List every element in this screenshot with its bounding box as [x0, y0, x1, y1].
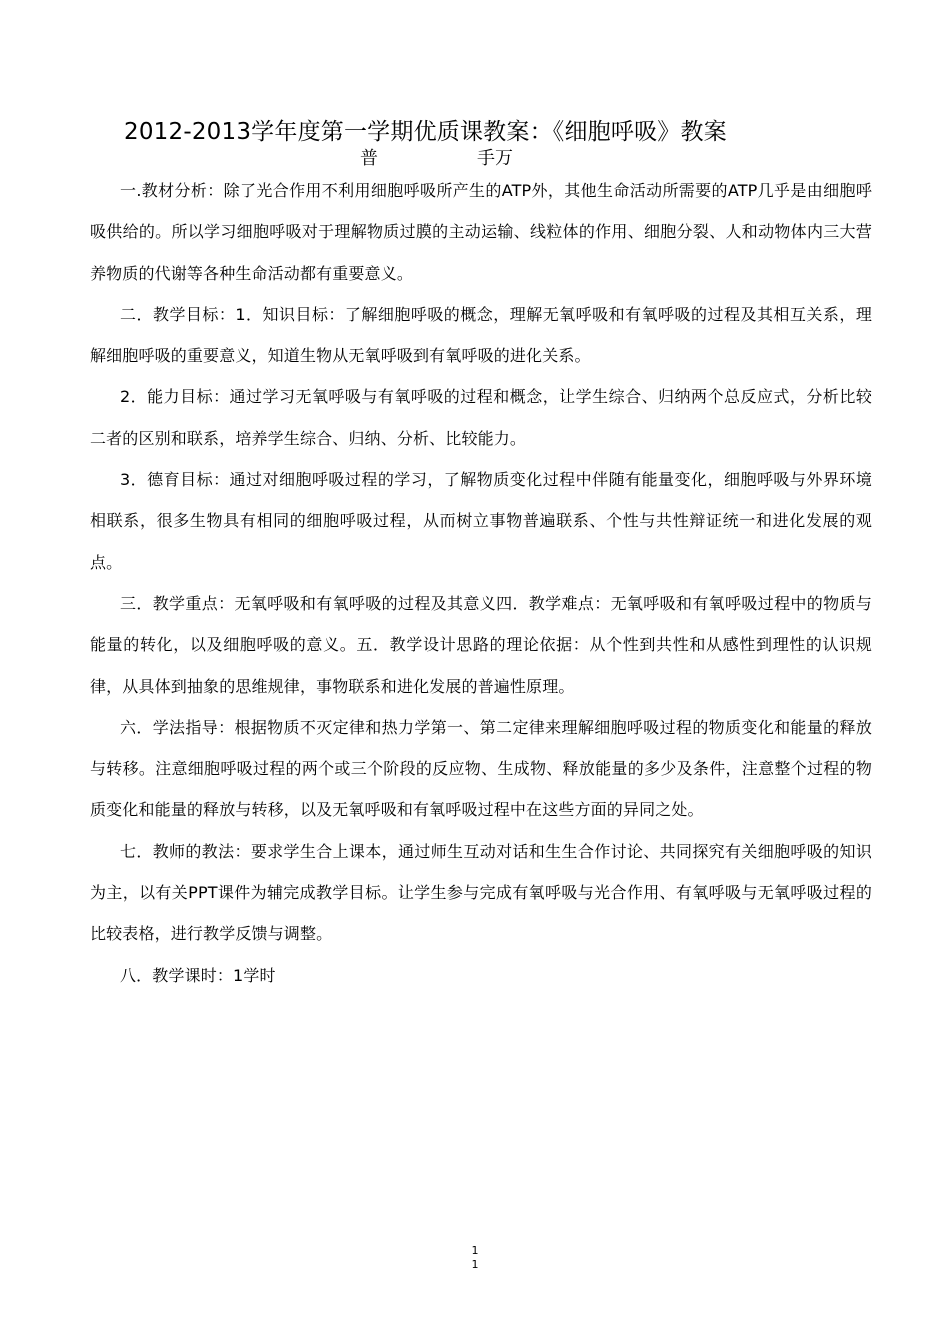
page-number: 1 [471, 1244, 479, 1257]
document-title: 2012-2013学年度第一学期优质课教案：《细胞呼吸》教案 [124, 119, 727, 145]
page-footer [0, 1244, 950, 1272]
paragraph-study-guidance: 六．学法指导：根据物质不灭定律和热力学第一、第二定律来理解细胞呼吸过程的物质变化和能量的释放与转移。注意细胞呼吸过程的两个或三个阶段的反应物、生成物、释放能量的多少及条件，注意整个过程的物质变化和能量的释放与转移，以及无氧呼吸和有氧呼吸过程中在这些方面的异同之处。 [90, 717, 872, 820]
author-name-1: 普 [360, 148, 378, 169]
paragraph-ability-goals: 2．能力目标：通过学习无氧呼吸与有氧呼吸的过程和概念，让学生综合、归纳两个总反应式，分析比较二者的区别和联系，培养学生综合、归纳、分析、比较能力。 [90, 387, 872, 448]
paragraph-teaching-goals: 二．教学目标：1．知识目标：了解细胞呼吸的概念，理解无氧呼吸和有氧呼吸的过程及其相互关系，理解细胞呼吸的重要意义，知道生物从无氧呼吸到有氧呼吸的进化关系。 [90, 304, 872, 366]
paragraph-key-points: 三．教学重点：无氧呼吸和有氧呼吸的过程及其意义四．教学难点：无氧呼吸和有氧呼吸过程中的物质与能量的转化，以及细胞呼吸的意义。五．教学设计思路的理论依据：从个性到共性和从感性到理性的认识规律，从具体到抽象的思维规律，事物联系和进化发展的普遍性原理。 [90, 593, 872, 696]
paragraph-class-hours: 八．教学课时：1学时 [120, 965, 276, 985]
paragraph-moral-goals: 3．德育目标：通过对细胞呼吸过程的学习，了解物质变化过程中伴随有能量变化，细胞呼吸与外界环境相联系，很多生物具有相同的细胞呼吸过程，从而树立事物普遍联系、个性与共性辩证统一和进化发展的观点。 [90, 470, 872, 572]
author-name-2: 手万 [477, 148, 513, 169]
paragraph-textbook-analysis: 一.教材分析：除了光合作用不利用细胞呼吸所产生的ATP外，其他生命活动所需要的ATP几乎是由细胞呼吸供给的。所以学习细胞呼吸对于理解物质过膜的主动运输、线粒体的作用、细胞分裂、人和动物体内三大营养物质的代谢等各种生命活动都有重要意义。 [90, 181, 872, 283]
document-body [90, 170, 872, 996]
page-number-repeat: 1 [471, 1258, 479, 1271]
paragraph-teaching-methods: 七．教师的教法：要求学生合上课本，通过师生互动对话和生生合作讨论、共同探究有关细胞呼吸的知识为主，以有关PPT课件为辅完成教学目标。让学生参与完成有氧呼吸与光合作用、有氧呼吸与无氧呼吸过程的比较表格，进行教学反馈与调整。 [90, 841, 872, 944]
